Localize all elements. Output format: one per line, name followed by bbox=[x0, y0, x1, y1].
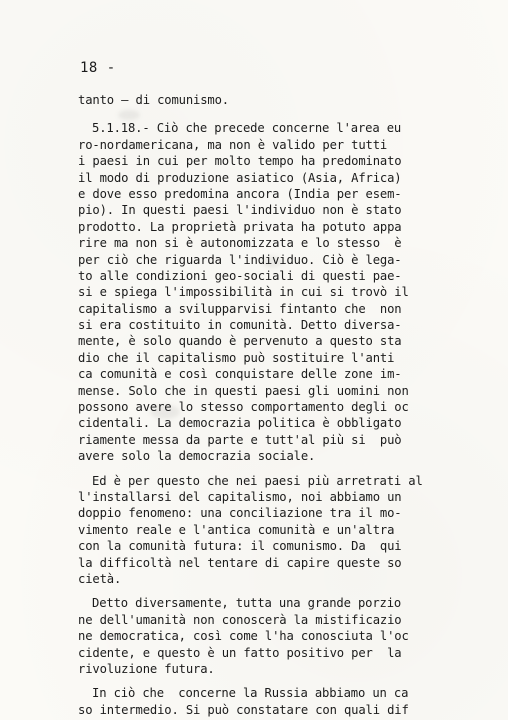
text-line: 5.1.18.- Ciò che precede concerne l'area eu bbox=[92, 121, 402, 136]
paragraph bbox=[78, 473, 423, 588]
text-line: l'installarsi del capitalismo, noi abbiamo un bbox=[78, 489, 402, 504]
text-line: riamente messa da parte e tutt'al più si può bbox=[78, 432, 402, 447]
text-line: cidente, e questo è un fatto positivo per la bbox=[78, 645, 402, 660]
paragraph-gap bbox=[78, 677, 423, 685]
text-line: ne democratica, così come l'ha conosciuta l'oc bbox=[78, 629, 409, 644]
text-line: rire ma non si è autonomizzata e lo stesso è bbox=[78, 236, 402, 251]
text-line: rivoluzione futura. bbox=[78, 661, 215, 676]
text-line: cietà. bbox=[78, 571, 122, 586]
text-line: so intermedio. Si può constatare con quali dif bbox=[78, 702, 409, 717]
text-line: avere solo la democrazia sociale. bbox=[78, 449, 316, 464]
text-line: vimento reale e l'antica comunità e un'altra bbox=[78, 522, 395, 537]
paragraph-gap bbox=[78, 465, 423, 473]
text-line: tanto — di comunismo. bbox=[78, 93, 229, 107]
paragraph bbox=[78, 685, 423, 718]
text-line: mente, è solo quando è pervenuto a questo sta bbox=[78, 334, 402, 349]
paragraph-gap bbox=[78, 587, 423, 595]
text-line: Detto diversamente, tutta una grande porzio bbox=[92, 596, 402, 611]
text-line: mense. Solo che in questi paesi gli uomini non bbox=[78, 383, 409, 398]
text-line: ro-nordamericana, ma non è valido per tutti bbox=[78, 137, 388, 152]
text-line: to alle condizioni geo-sociali di questi pae- bbox=[78, 268, 402, 283]
text-line: i paesi in cui per molto tempo ha predominato bbox=[78, 154, 402, 169]
paragraph bbox=[78, 120, 423, 464]
text-line: pio). In questi paesi l'individuo non è stato bbox=[78, 203, 402, 218]
text-line: doppio fenomeno: una conciliazione tra il mo- bbox=[78, 506, 402, 521]
text-line: la difficoltà nel tentare di capire queste so bbox=[78, 555, 402, 570]
page-number: 18 - bbox=[80, 60, 116, 76]
text-line: dio che il capitalismo può sostituire l'anti bbox=[78, 350, 395, 365]
body-text bbox=[78, 92, 423, 718]
text-line: e dove esso predomina ancora (India per esem- bbox=[78, 186, 402, 201]
text-line: In ciò che concerne la Russia abbiamo un ca bbox=[92, 686, 409, 701]
text-line: il modo di produzione asiatico (Asia, Africa) bbox=[78, 170, 402, 185]
text-line: capitalismo a svilupparvisi fintanto che non bbox=[78, 301, 402, 316]
paragraph bbox=[78, 595, 423, 677]
text-line: Ed è per questo che nei paesi più arretrati al bbox=[92, 473, 423, 488]
text-line: cidentali. La democrazia politica è obbligato bbox=[78, 416, 402, 431]
text-line: per ciò che riguarda l'individuo. Ciò è lega- bbox=[78, 252, 402, 267]
text-line: si era costituito in comunità. Detto diversa- bbox=[78, 318, 402, 333]
text-line: ne dell'umanità non conoscerà la mistificazio bbox=[78, 612, 402, 627]
text-line: si e spiega l'impossibilità in cui si trovò il bbox=[78, 285, 409, 300]
paragraph bbox=[78, 92, 423, 108]
text-line: con la comunità futura: il comunismo. Da qui bbox=[78, 539, 402, 554]
paragraph-gap bbox=[78, 108, 423, 120]
text-line: prodotto. La proprietà privata ha potuto appa bbox=[78, 219, 402, 234]
text-line: possono avere lo stesso comportamento degli oc bbox=[78, 400, 409, 415]
text-line: ca comunità e così conquistare delle zone im- bbox=[78, 367, 402, 382]
